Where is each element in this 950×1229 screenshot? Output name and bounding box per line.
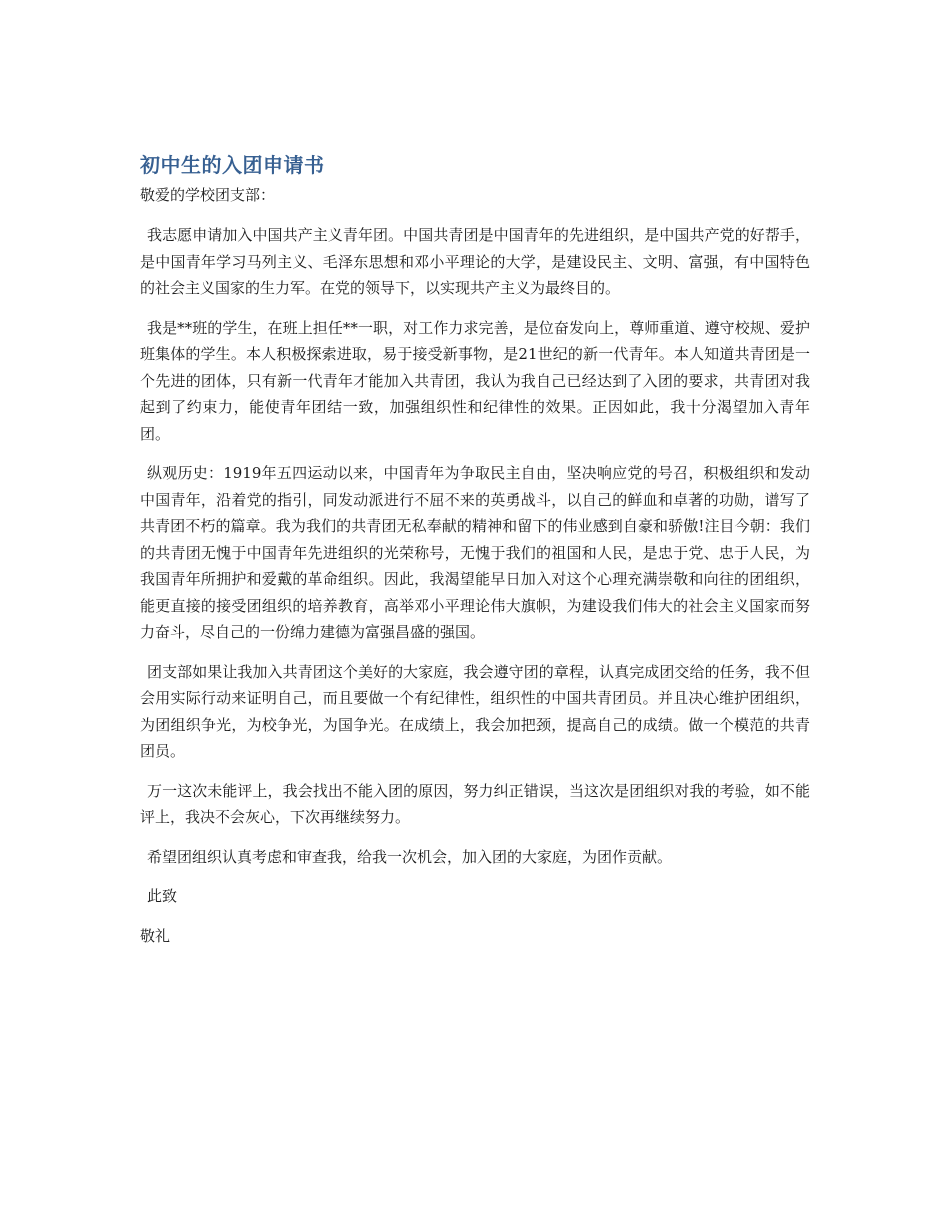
document-page: [140, 150, 810, 962]
paragraph-if-rejected: 万一这次未能评上，我会找出不能入团的原因，努力纠正错误，当这次是团组织对我的考验，如不能评上，我决不会灰心，下次再继续努力。: [140, 781, 810, 826]
paragraph-intent: 我志愿申请加入中国共产主义青年团。中国共青团是中国青年的先进组织，是中国共产党的好帮手，是中国青年学习马列主义、毛泽东思想和邓小平理论的大学，是建设民主、文明、富强，有中国特色的社会主义国家的生力军。在党的领导下，以实现共产主义为最终目的。: [140, 226, 810, 297]
closing-jingli: 敬礼: [140, 926, 171, 945]
paragraph-cizhi: 此致: [147, 887, 178, 905]
paragraph-hope: 希望团组织认真考虑和审查我，给我一次机会，加入团的大家庭，为团作贡献。: [147, 847, 673, 866]
salutation: 敬爱的学校团支部：: [140, 186, 276, 204]
paragraph-history: 纵观历史：1919年五四运动以来，中国青年为争取民主自由，坚决响应党的号召，积极组织和发动中国青年，沿着党的指引，同发动派进行不屈不来的英勇战斗，以自己的鲜血和卓著的功勋，谱写了共青团不朽的篇章。我为我们的共青团无私奉献的精神和留下的伟业感到自豪和骄傲!注目今朝：我们的共青团无愧于中国青年先进组织的光荣称号，无愧于我们的祖国和人民，是忠于党、忠于人民，为我国青年所拥护和爱戴的革命组织。因此，我渴望能早日加入对这个心理充满崇敬和向往的团组织，能更直接的接受团组织的培养教育，高举邓小平理论伟大旗帜，为建设我们伟大的社会主义国家而努力奋斗，尽自己的一份绵力建德为富强昌盛的强国。: [140, 464, 810, 641]
paragraph-self-intro: 我是**班的学生，在班上担任**一职，对工作力求完善，是位奋发向上，尊师重道、遵守校规、爱护班集体的学生。本人积极探索进取，易于接受新事物，是21世纪的新一代青年。本人知道共青团是一个先进的团体，只有新一代青年才能加入共青团，我认为我自己已经达到了入团的要求，共青团对我起到了约束力，能使青年团结一致，加强组织性和纪律性的效果。正因如此，我十分渴望加入青年团。: [140, 318, 810, 443]
paragraph-pledge: 团支部如果让我加入共青团这个美好的大家庭，我会遵守团的章程，认真完成团交给的任务，我不但会用实际行动来证明自己，而且要做一个有纪律性，组织性的中国共青团员。并且决心维护团组织，为团组织争光，为校争光，为国争光。在成绩上，我会加把颈，提高自己的成绩。做一个模范的共青团员。: [140, 662, 810, 760]
document-title: 初中生的入团申请书: [140, 153, 325, 177]
